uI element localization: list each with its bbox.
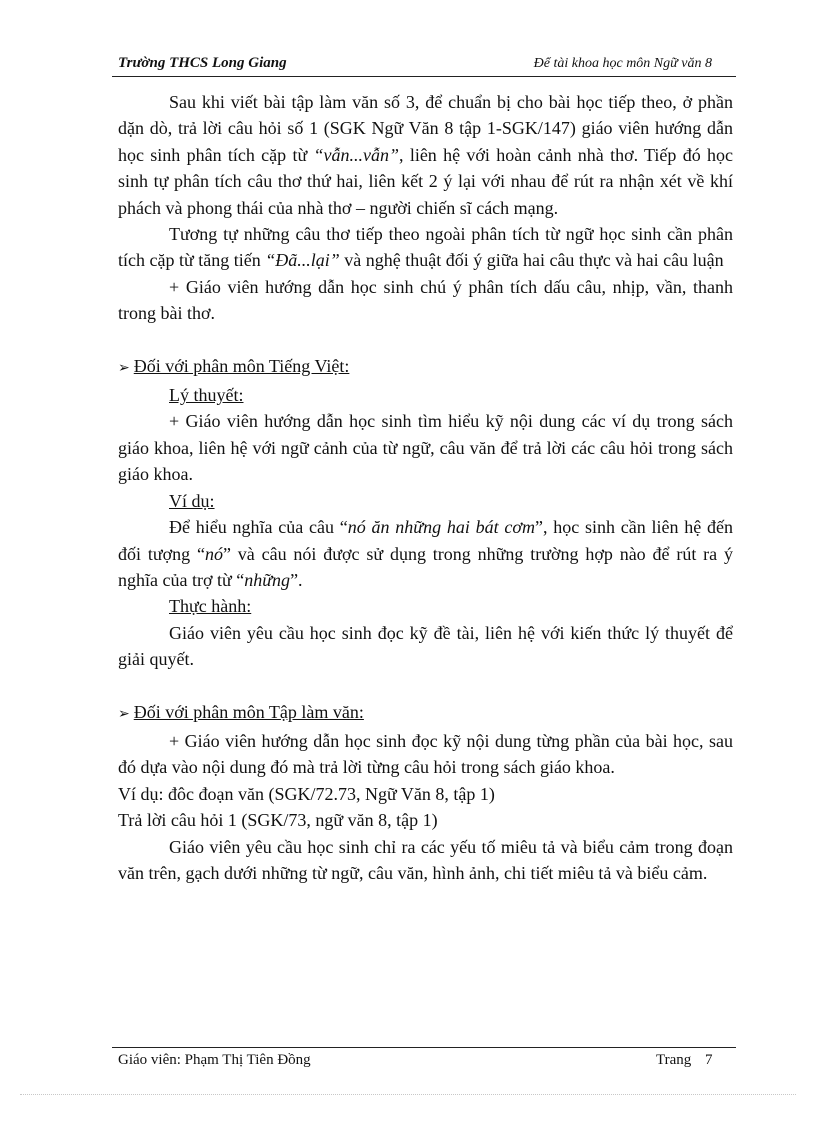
paragraph-practice: Giáo viên yêu cầu học sinh đọc kỹ đề tài, liên hệ với kiến thức lý thuyết để giải quyết. <box>118 622 733 670</box>
paragraph-similar <box>118 221 733 274</box>
page-label: Trang <box>656 1052 692 1068</box>
text-run-italic: nó <box>204 543 223 564</box>
document-body <box>118 89 733 886</box>
paragraph-guidance: + Giáo viên hướng dẫn học sinh chú ý phân tích dấu câu, nhịp, vần, thanh trong bài thơ. <box>118 276 733 324</box>
text-run: , liên hệ với hoàn cảnh nhà thơ. Tiếp đó học sinh tự phân tích câu thơ thứ hai, liên kết 2 ý lại với nhau để rút ra nhận xét về khí phách và phong thái của nhà thơ – người chiến sĩ cách mạng. <box>118 144 733 218</box>
line-example: Ví dụ: đôc đoạn văn (SGK/72.73, Ngữ Văn 8, tập 1) <box>118 783 495 804</box>
page-edge-divider <box>20 1094 796 1095</box>
text-run-italic: “Đã...lại” <box>265 250 340 271</box>
header-school: Trường THCS Long Giang <box>118 55 287 71</box>
label-example <box>118 488 733 514</box>
arrow-right-icon: ➢ <box>118 360 130 376</box>
footer-teacher: Giáo viên: Phạm Thị Tiên Đồng <box>118 1052 311 1068</box>
text-run: ” và câu nói được sử dụng trong những trường hợp nào để rút ra ý nghĩa của trợ từ “ <box>118 543 734 590</box>
paragraph-intro <box>118 89 733 221</box>
page-number: 7 <box>705 1052 713 1068</box>
paragraph-theory: + Giáo viên hướng dẫn học sinh tìm hiểu kỹ nội dung các ví dụ trong sách giáo khoa, liên hệ với ngữ cảnh của từ ngữ, câu văn để trả lời các câu hỏi trong sách giáo khoa. <box>118 411 733 485</box>
paragraph-example <box>118 514 733 593</box>
paragraph-tlv-task: Giáo viên yêu cầu học sinh chỉ ra các yếu tố miêu tả và biểu cảm trong đoạn văn trên, gạch dưới những từ ngữ, câu văn, hình ảnh, chi tiết miêu tả và biểu cảm. <box>118 836 733 883</box>
line-question: Trả lời câu hỏi 1 (SGK/73, ngữ văn 8, tập 1) <box>118 810 438 831</box>
text-run-italic: những <box>244 569 291 590</box>
text-run-italic: nó ăn những hai bát cơm <box>347 517 535 538</box>
header-topic: Để tài khoa học môn Ngữ văn 8 <box>533 56 712 71</box>
text-run: Tương tự những câu thơ tiếp theo ngoài phân tích từ ngữ học sinh cần phân tích cặp từ tăng tiến <box>118 224 733 271</box>
footer-page <box>656 1052 713 1069</box>
section-title: Đối với phân môn Tập làm văn: <box>133 701 364 722</box>
label-theory <box>118 382 733 408</box>
label-text: Ví dụ: <box>169 490 215 511</box>
text-run: và nghệ thuật đối ý giữa hai câu thực và hai câu luận <box>339 250 724 271</box>
text-run: ”. <box>290 569 303 590</box>
text-run-italic: “vẫn...vẫn” <box>313 144 400 165</box>
section-heading-tieng-viet <box>118 353 733 382</box>
paragraph-tlv-guidance: + Giáo viên hướng dẫn học sinh đọc kỹ nội dung từng phần của bài học, sau đó dựa vào nội dung đó mà trả lời từng câu hỏi trong sách giáo khoa. <box>118 730 733 778</box>
text-run: Để hiểu nghĩa của câu “ <box>169 517 348 538</box>
text-run: Sau khi viết bài tập làm văn số 3, để chuẩn bị cho bài học tiếp theo, ở phần dặn dò, trả lời câu hỏi số 1 (SGK Ngữ Văn 8 tập 1-SGK/147) giáo viên hướng dẫn học sinh phân tích cặp từ <box>118 92 733 165</box>
label-text: Thực hành: <box>169 596 252 617</box>
section-heading-tap-lam-van <box>118 699 733 728</box>
section-title: Đối với phân môn Tiếng Việt: <box>133 355 350 376</box>
label-text: Lý thuyết: <box>169 385 244 406</box>
arrow-right-icon: ➢ <box>118 706 130 722</box>
footer-divider <box>112 1047 736 1048</box>
label-practice <box>118 593 733 619</box>
header-divider <box>112 76 736 77</box>
text-run: ”, học sinh cần liên hệ đến đối tượng “ <box>118 517 733 564</box>
